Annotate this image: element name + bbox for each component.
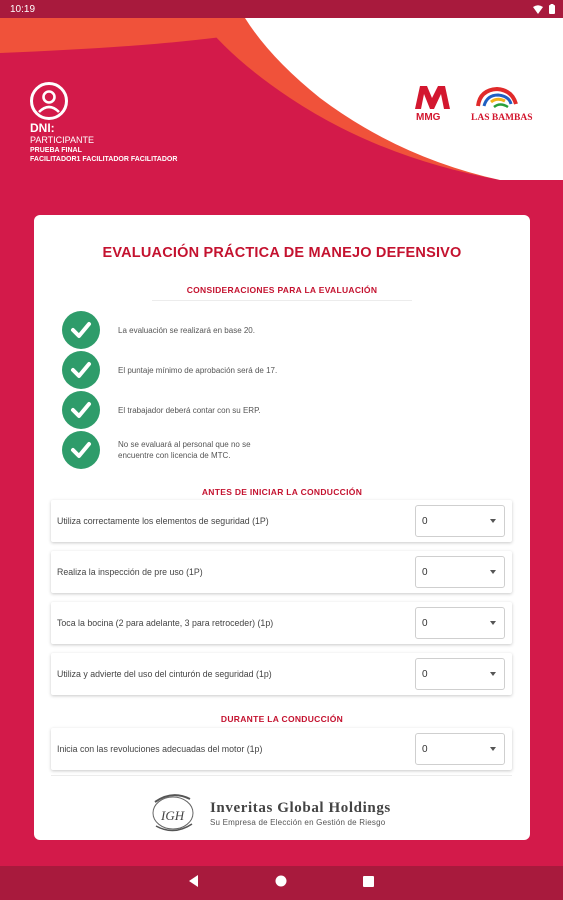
- consideration-item: [62, 351, 278, 389]
- during-driving-title: DURANTE LA CONDUCCIÓN: [220, 714, 344, 724]
- consideration-text: No se evaluará al personal que no se encuentre con licencia de MTC.: [118, 440, 251, 460]
- question-row: [51, 500, 512, 542]
- status-time: 10:19: [10, 3, 36, 15]
- igh-logo: [146, 790, 426, 834]
- dni-label: DNI:: [30, 121, 55, 135]
- score-value: 0: [422, 566, 428, 578]
- dropdown-caret-icon: [490, 621, 496, 625]
- consideration-item: [62, 311, 278, 349]
- dropdown-caret-icon: [490, 672, 496, 676]
- score-select[interactable]: [415, 733, 505, 765]
- score-value: 0: [422, 617, 428, 629]
- company-tagline: Su Empresa de Elección en Gestión de Riesgo: [210, 818, 386, 827]
- mmg-logo: [412, 82, 552, 124]
- question-label: Inicia con las revoluciones adecuadas del motor (1p): [57, 744, 263, 754]
- check-icon: [62, 431, 100, 469]
- consideration-item: [62, 431, 278, 469]
- consideration-text: El trabajador deberá contar con su ERP.: [118, 405, 261, 415]
- consideration-item: [62, 391, 278, 429]
- score-value: 0: [422, 515, 428, 527]
- score-select[interactable]: [415, 556, 505, 588]
- igh-emblem: [146, 790, 202, 834]
- question-row: [51, 602, 512, 644]
- question-label: Realiza la inspección de pre uso (1P): [57, 567, 203, 577]
- consideration-text: El puntaje mínimo de aprobación será de 17.: [118, 365, 278, 375]
- mmg-logo-text: MMG: [416, 112, 441, 123]
- question-label: Toca la bocina (2 para adelante, 3 para retroceder) (1p): [57, 618, 274, 628]
- dropdown-caret-icon: [490, 570, 496, 574]
- considerations-title: CONSIDERACIONES PARA LA EVALUACIÓN: [186, 285, 378, 295]
- recents-icon[interactable]: [363, 874, 374, 892]
- score-select[interactable]: [415, 505, 505, 537]
- score-value: 0: [422, 743, 428, 755]
- check-icon: [62, 391, 100, 429]
- participant-role: PARTICIPANTE: [30, 135, 95, 145]
- navigation-bar: [0, 866, 563, 900]
- dropdown-caret-icon: [490, 519, 496, 523]
- evaluation-card: [34, 215, 530, 840]
- score-value: 0: [422, 668, 428, 680]
- facilitator-name: FACILITADOR1 FACILITADOR FACILITADOR: [30, 156, 178, 163]
- user-icon: [33, 85, 65, 117]
- score-select[interactable]: [415, 607, 505, 639]
- igh-emblem-text: IGH: [161, 808, 185, 823]
- footer-divider: [51, 775, 512, 776]
- status-icons: [533, 4, 555, 14]
- home-icon[interactable]: [275, 874, 287, 892]
- question-label: Utiliza y advierte del uso del cinturón de seguridad (1p): [57, 669, 272, 679]
- section-divider: [152, 300, 412, 301]
- score-select[interactable]: [415, 658, 505, 690]
- wifi-icon: [533, 5, 543, 14]
- las-bambas-logo: [471, 89, 533, 123]
- check-icon: [62, 311, 100, 349]
- exam-name: PRUEBA FINAL: [30, 147, 82, 154]
- partner-logos: [412, 82, 552, 124]
- question-label: Utiliza correctamente los elementos de seguridad (1P): [57, 516, 269, 526]
- company-name: Inveritas Global Holdings: [210, 800, 391, 816]
- form-title: EVALUACIÓN PRÁCTICA DE MANEJO DEFENSIVO: [102, 245, 462, 261]
- consideration-text: La evaluación se realizará en base 20.: [118, 325, 255, 335]
- las-bambas-text: LAS BAMBAS: [471, 113, 533, 123]
- battery-icon: [549, 4, 555, 14]
- question-row: [51, 728, 512, 770]
- status-bar: [0, 0, 563, 18]
- check-icon: [62, 351, 100, 389]
- dropdown-caret-icon: [490, 747, 496, 751]
- participant-info: [30, 82, 177, 164]
- user-avatar-icon[interactable]: [30, 82, 68, 120]
- back-icon[interactable]: [189, 874, 199, 892]
- question-row: [51, 551, 512, 593]
- question-row: [51, 653, 512, 695]
- before-driving-title: ANTES DE INICIAR LA CONDUCCIÓN: [201, 487, 363, 497]
